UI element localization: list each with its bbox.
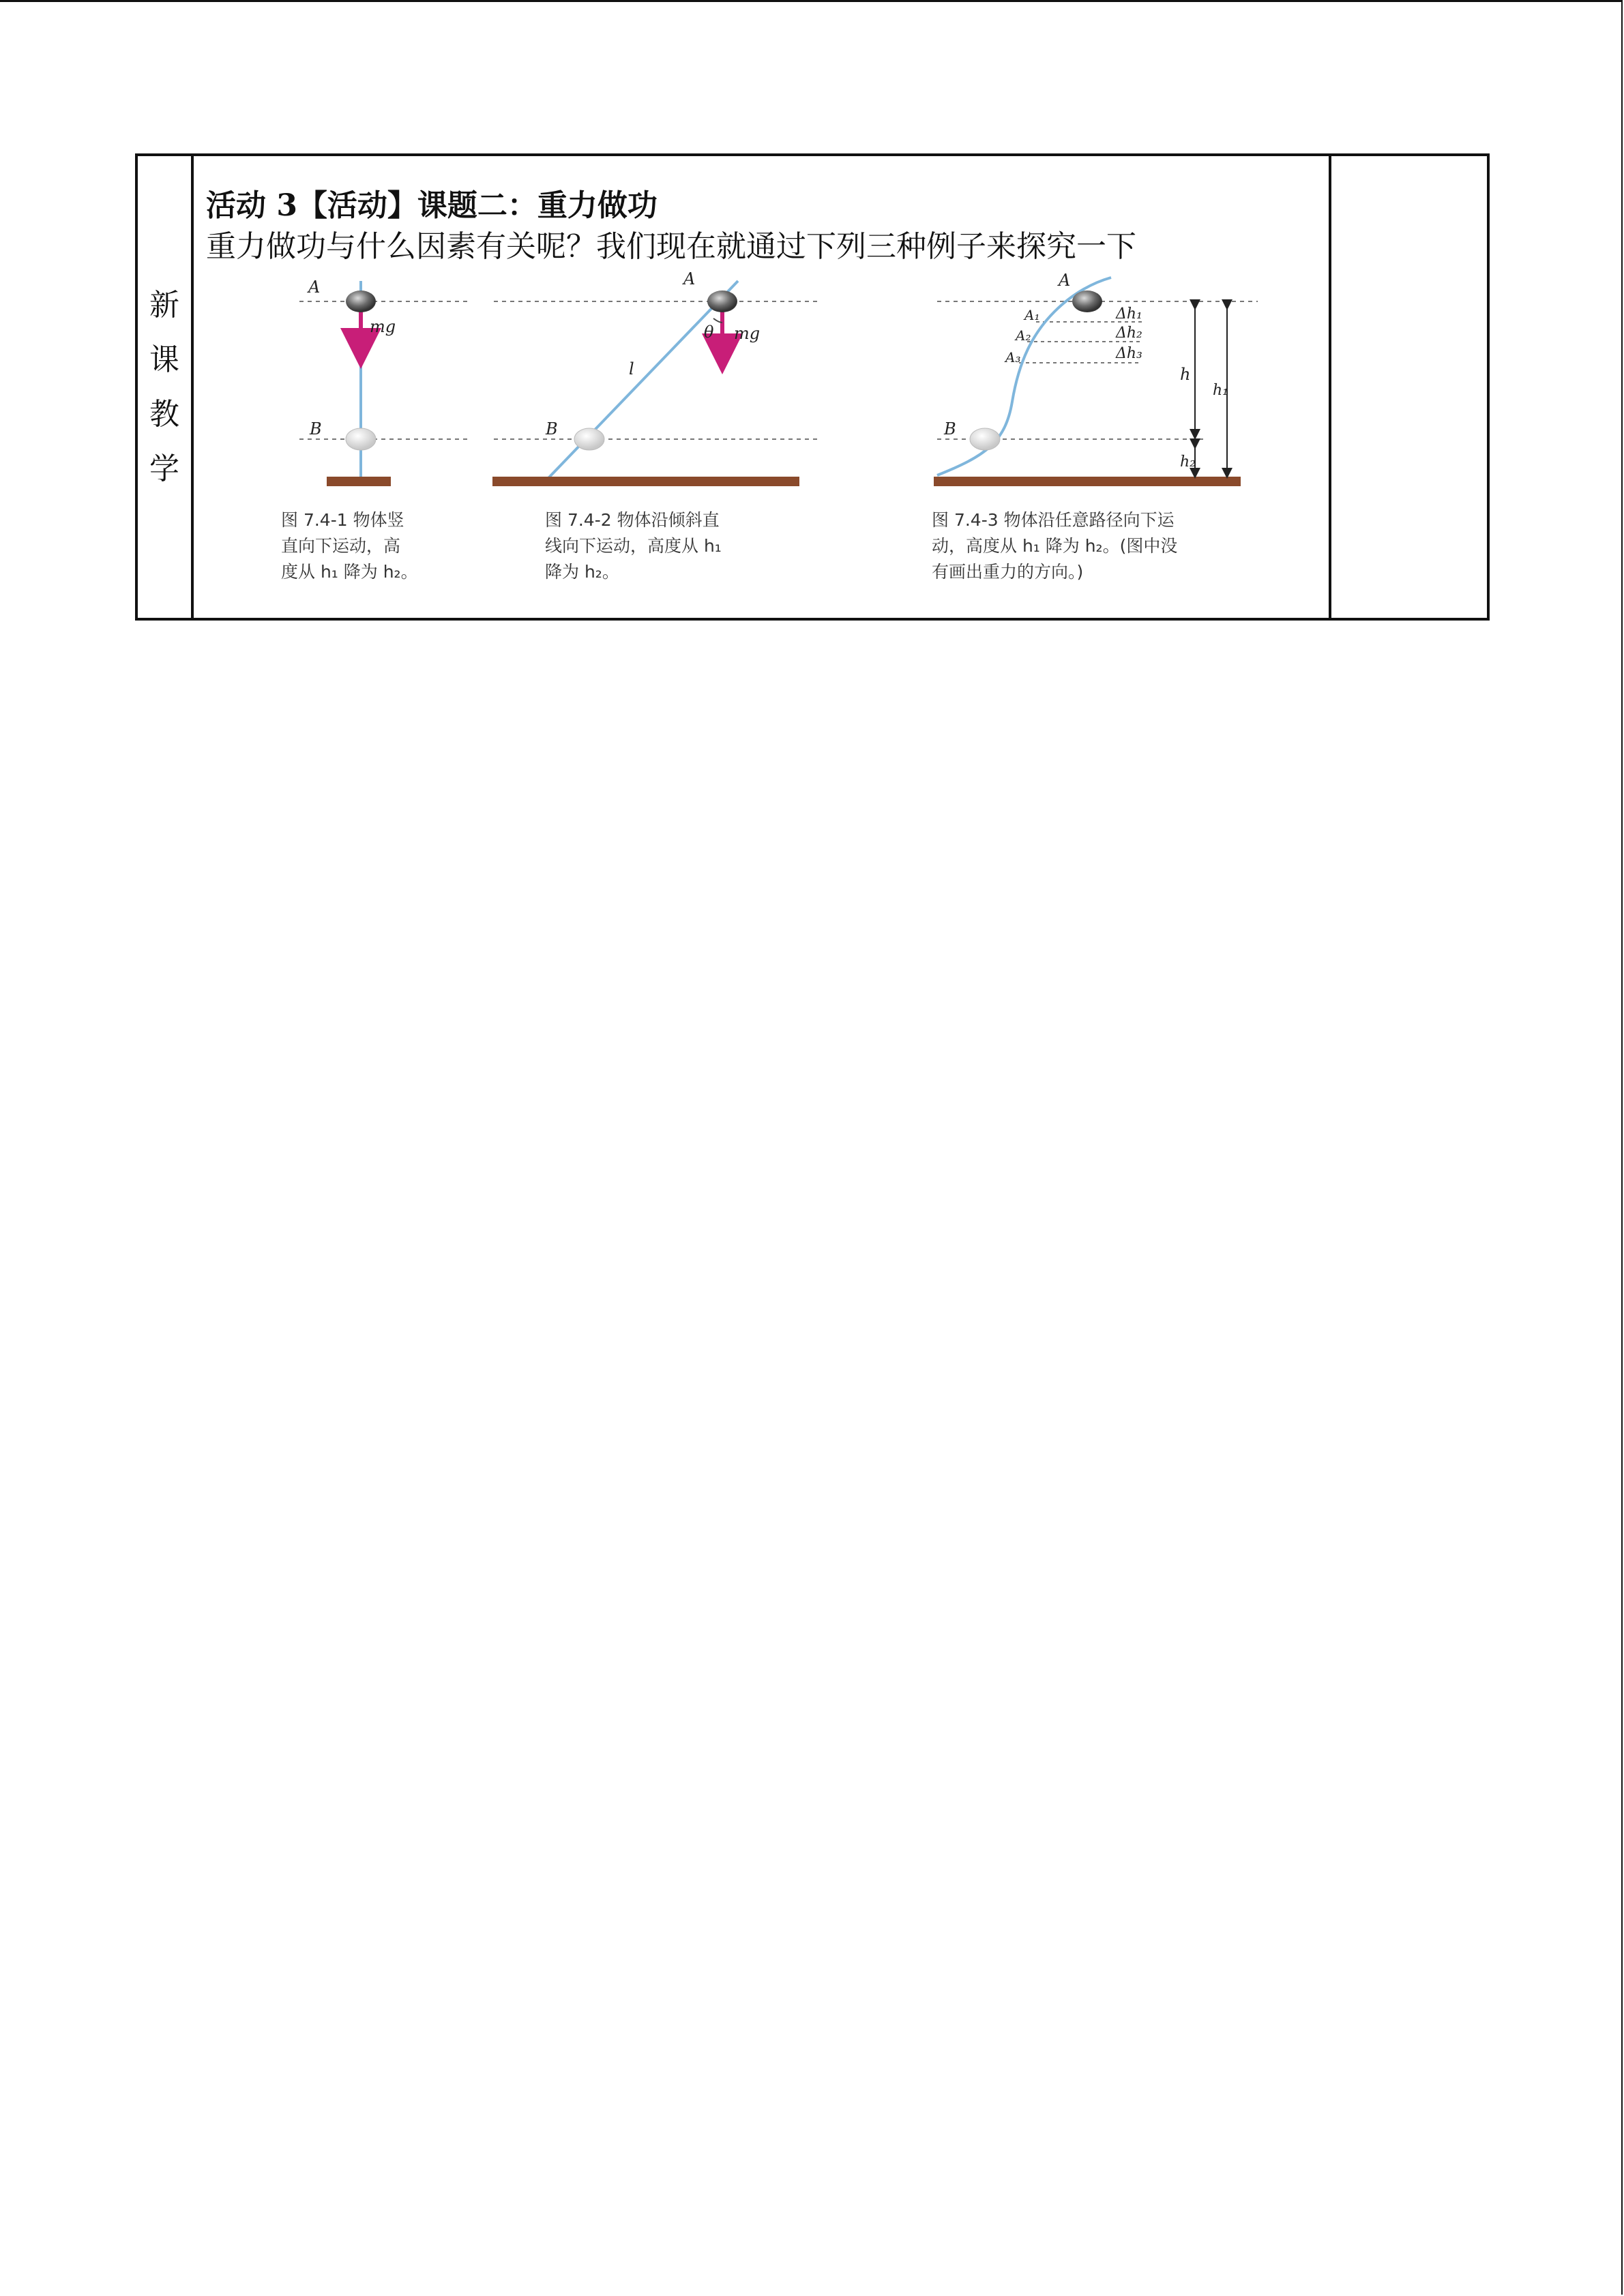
activity-title: 活动 3【活动】课题二：重力做功	[206, 188, 658, 223]
label-a: A	[308, 278, 321, 297]
figure-vertical-fall	[281, 278, 470, 582]
lesson-table	[135, 153, 1490, 621]
label-dh2: Δh₂	[1116, 325, 1142, 342]
remark-cell	[1330, 155, 1488, 619]
ball-at-b	[574, 428, 604, 450]
label-dh3: Δh₃	[1116, 345, 1142, 362]
figure-caption-line: 直向下运动，高	[281, 536, 401, 556]
incline-path	[548, 281, 738, 478]
label-b: B	[310, 419, 322, 438]
ground	[492, 477, 799, 486]
ground	[934, 477, 1241, 486]
label-a: A	[1059, 271, 1071, 290]
label-length: l	[629, 359, 634, 378]
ball-at-a	[707, 290, 737, 312]
ball-at-b	[970, 428, 1000, 450]
figure-caption-line: 图 7.4-1 物体竖	[281, 510, 404, 530]
ball-at-b	[346, 428, 376, 450]
section-label-char: 新	[149, 287, 179, 323]
label-mg: mg	[734, 324, 761, 343]
label-h2: h₂	[1180, 453, 1196, 471]
figure-caption-line: 有画出重力的方向。)	[932, 562, 1084, 582]
ground	[327, 477, 391, 486]
section-label-cell	[136, 155, 192, 619]
label-b: B	[944, 419, 956, 438]
section-label	[138, 156, 191, 618]
label-h: h	[1180, 365, 1191, 384]
figure-caption-line: 图 7.4-3 物体沿任意路径向下运	[932, 510, 1175, 530]
figure-caption-line: 降为 h₂。	[545, 562, 619, 582]
figure-caption-line: 图 7.4-2 物体沿倾斜直	[545, 510, 720, 530]
content-cell	[192, 155, 1330, 619]
label-a: A	[683, 269, 696, 288]
label-a1: A₁	[1024, 307, 1040, 323]
section-label-char: 教	[149, 396, 179, 432]
label-a3: A₃	[1005, 349, 1021, 366]
section-label-char: 学	[149, 451, 179, 486]
ball-at-a	[1072, 290, 1102, 312]
label-a2: A₂	[1016, 327, 1031, 344]
ball-at-a	[346, 290, 376, 312]
figure-incline-fall	[492, 269, 821, 582]
section-label-char: 课	[149, 342, 179, 377]
label-h1: h₁	[1213, 382, 1228, 399]
figure-caption-line: 度从 h₁ 降为 h₂。	[281, 562, 418, 582]
label-mg: mg	[370, 317, 396, 336]
label-b: B	[546, 419, 558, 438]
label-theta: θ	[704, 323, 714, 342]
activity-content	[194, 156, 1329, 618]
figure-caption-line: 线向下运动，高度从 h₁	[545, 536, 722, 556]
figure-caption-line: 动，高度从 h₁ 降为 h₂。(图中没	[932, 536, 1178, 556]
figure-curved-fall	[932, 271, 1258, 582]
gravity-work-figures	[194, 156, 1333, 618]
activity-intro: 重力做功与什么因素有关呢？我们现在就通过下列三种例子来探究一下	[206, 229, 1136, 264]
label-dh1: Δh₁	[1116, 305, 1142, 323]
